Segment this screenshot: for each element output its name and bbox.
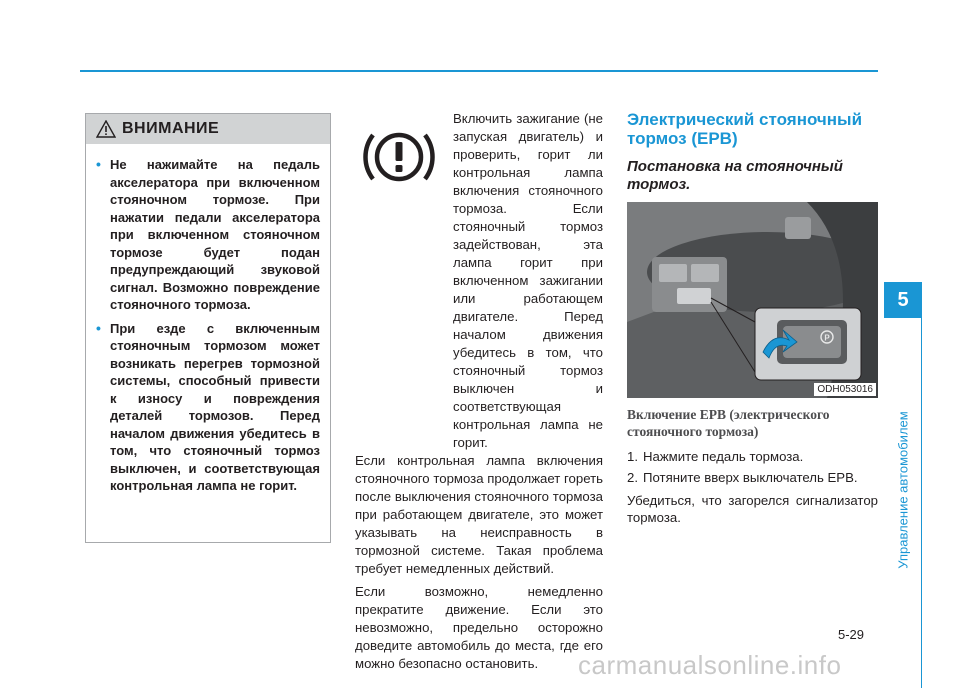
step-item bbox=[627, 448, 878, 465]
middle-column bbox=[355, 110, 603, 678]
intro-block bbox=[355, 110, 603, 452]
steps-list bbox=[627, 448, 878, 486]
image-caption: Включение EPB (электрического стояночного тормоза) bbox=[627, 407, 830, 439]
step-item bbox=[627, 469, 878, 486]
warning-box bbox=[85, 113, 331, 543]
chapter-number: 5 bbox=[897, 288, 909, 311]
body-paragraph: Если возможно, немедленно прекратите движение. Если это невозможно, предельно осторожно доведите автомобиль до места, где его можно безопасно остановить. bbox=[355, 584, 603, 671]
watermark: carmanualsonline.info bbox=[578, 650, 842, 680]
intro-text: Включить зажигание (не запуская двигатель) и проверить, горит ли контрольная лампа включения стояночного тормоза. Если стояночный тормоз задействован, эта лампа горит при включенном зажигании или работающем двигателе. Перед началом движения убедитесь в том, что стояночный тормоз выключен и соответствующая контрольная лампа не горит. bbox=[453, 111, 603, 450]
side-rule bbox=[921, 318, 922, 688]
svg-text:P: P bbox=[824, 333, 830, 343]
right-column bbox=[627, 110, 878, 526]
chapter-title: Управление автомобилем bbox=[895, 411, 911, 569]
epb-switch-photo bbox=[627, 202, 878, 398]
warning-bullet bbox=[96, 320, 320, 495]
photo-illustration bbox=[627, 202, 878, 398]
section-title: Электрический стояночный тормоз (EPB) bbox=[627, 110, 863, 148]
body-paragraph: Если контрольная лампа включения стояночного тормоза продолжает гореть после выключения стояночного тормоза при работающем двигателе, это может указывать на неисправность в тормозной системе. Такая проблема требует немедленных действий. bbox=[355, 453, 603, 576]
step-number: 2. bbox=[627, 470, 638, 485]
parking-brake-warning-icon bbox=[359, 122, 439, 192]
warning-body bbox=[86, 144, 330, 495]
bullet-dot: • bbox=[96, 319, 101, 336]
header-rule bbox=[80, 70, 878, 72]
step-text: Потяните вверх выключатель EPB. bbox=[643, 470, 858, 485]
step-number: 1. bbox=[627, 449, 638, 464]
warning-bullet bbox=[96, 156, 320, 314]
warning-triangle-icon bbox=[96, 120, 116, 138]
warning-title: ВНИМАНИЕ bbox=[122, 120, 220, 137]
confirmation-text: Убедиться, что загорелся сигнализатор тормоза. bbox=[627, 493, 878, 525]
step-text: Нажмите педаль тормоза. bbox=[643, 449, 804, 464]
warning-header bbox=[86, 114, 330, 144]
warning-bullet-text: Не нажимайте на педаль акселератора при включенном стояночном тормозе. При нажатии педали акселератора при включенном стояночном тормозе будет подан предупреждающий звуковой сигнал. Возможно повреждение стояночного тормоза. bbox=[110, 157, 320, 312]
warning-bullet-text: При езде с включенным стояночным тормозом может возникать перегрев тормозной системы, способный привести к износу и повреждения деталей тормозов. Перед началом движения убедитесь в том, что стояночный тормоз выключен, и соответствующая контрольная лампа не горит. bbox=[110, 320, 320, 493]
subsection-title: Постановка на стояночный тормоз. bbox=[627, 158, 843, 193]
chapter-tab[interactable] bbox=[884, 282, 922, 318]
bullet-dot: • bbox=[96, 156, 101, 172]
image-code: ODH053016 bbox=[814, 383, 876, 396]
page-number: 5-29 bbox=[838, 627, 865, 642]
